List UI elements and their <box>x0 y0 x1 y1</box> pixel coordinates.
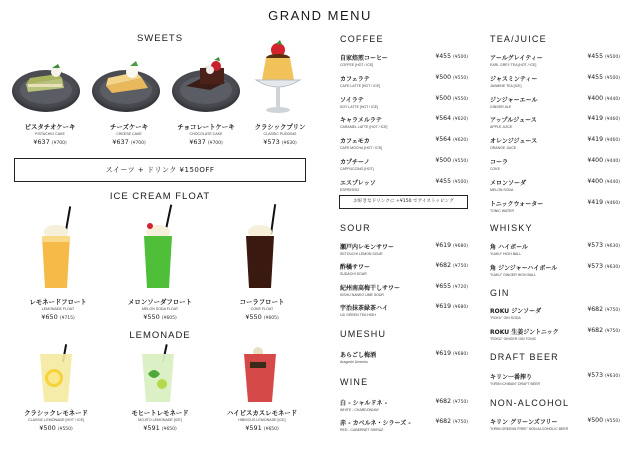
menu-item[interactable] <box>340 178 468 192</box>
item-name-en: WHITE - CHARDONNAY <box>340 408 380 412</box>
sour-heading: SOUR <box>340 223 371 233</box>
item-price: ¥455 (¥500) <box>587 73 620 81</box>
item-name: レモネードフロート <box>29 298 87 306</box>
item-name: チーズケーキ <box>109 123 149 131</box>
item-name: キリン グリーンズフリー <box>490 419 558 426</box>
item-name: キャラメルラテ <box>340 117 382 125</box>
item-name: 角 ジンジャーハイボール <box>490 265 558 272</box>
item-name-en: CHOCOLATE CAKE <box>189 132 223 136</box>
item-name-en: APPLE JUICE <box>490 125 513 130</box>
item-name-en: CLASSIC LEMONADE [HOT / ICE] <box>27 418 85 422</box>
item-name: ROKU ジンソーダ <box>490 308 542 315</box>
item-price: ¥682 (¥750) <box>435 262 468 270</box>
item-name-en: GINGER ALE <box>490 104 512 109</box>
item-name: カフェモカ <box>340 138 370 146</box>
menu-item[interactable] <box>340 418 468 432</box>
item-name-en: CLASSIC PUDDING <box>263 132 297 136</box>
item-price: ¥500 (¥550) <box>587 417 620 424</box>
item-name-en: COKE FLOAT <box>250 307 274 311</box>
item-name: コーラフロート <box>239 298 285 306</box>
menu-item[interactable] <box>340 283 468 297</box>
item-price: ¥682 (¥750) <box>435 418 468 425</box>
item-name-en: Aragoshi Umeshu <box>340 360 368 364</box>
classic-lemonade-image <box>36 344 78 406</box>
menu-item[interactable] <box>340 350 468 364</box>
item-name-en: EARL GREY TEA [HOT / ICE] <box>490 63 537 67</box>
item-name: 紀州南高梅干しサワー <box>340 284 401 292</box>
lemonade-item[interactable] <box>222 408 302 432</box>
item-price: ¥682 (¥750) <box>435 398 468 405</box>
lemonade-item[interactable] <box>120 408 200 432</box>
item-name-en: "ROKU" GIN SODA <box>490 316 521 320</box>
menu-item[interactable] <box>490 199 620 213</box>
item-name-en: ORANGE JUICE <box>490 146 517 151</box>
item-name-en: HIBISCUS LEMONADE [ICE] <box>238 418 286 422</box>
item-name-en: UJI GREEN TEA HIGH <box>340 313 376 318</box>
item-name-en: COFFEE [HOT / ICE] <box>340 63 374 67</box>
item-price: ¥637 (¥700) <box>189 138 223 146</box>
item-price: ¥591 (¥650) <box>245 424 279 432</box>
menu-item[interactable] <box>490 242 620 256</box>
menu-item[interactable] <box>490 115 620 129</box>
item-name-en: "KAKU" GINGER HIGH BALL <box>490 273 537 277</box>
item-price: ¥500 (¥550) <box>435 157 468 164</box>
lemonade-item[interactable] <box>16 408 96 432</box>
item-price: ¥550 (¥605) <box>143 313 177 321</box>
item-name-en: MOJITO LEMONADE [ICE] <box>138 418 182 422</box>
item-name-en: PISTACHIO CAKE <box>35 132 65 136</box>
item-price: ¥419 (¥460) <box>587 136 620 144</box>
item-name-en: ESPRESSO <box>340 187 360 192</box>
item-name-en: CARAMEL LATTE [HOT / ICE] <box>340 125 388 130</box>
float-item[interactable] <box>222 297 302 321</box>
item-name: モヒートレモネード <box>131 409 189 417</box>
item-name-en: "KIRIN ICHIBAN" DRAFT BEER <box>490 382 541 386</box>
melon-soda-float-image <box>138 204 182 292</box>
item-name: ソイラテ <box>340 96 364 104</box>
cheese-cake-image <box>102 60 154 94</box>
item-price: ¥619 (¥680) <box>435 242 468 249</box>
item-name: メロンソーダ <box>490 179 527 187</box>
item-name: チョコレートケーキ <box>177 123 235 131</box>
item-name-en: JASMINE TEA [ICE] <box>490 83 522 88</box>
menu-item[interactable] <box>340 398 468 412</box>
item-name-en: SOY LATTE [HOT / ICE] <box>340 104 378 109</box>
item-name-en: CAPPUCCINO [HOT] <box>340 167 374 171</box>
item-name: ジャスミンティー <box>490 75 538 83</box>
item-name-en: MELON SODA <box>490 187 514 192</box>
item-name-en: KISHU NANKO UME SOUR <box>340 292 384 297</box>
item-name: ピスタチオケーキ <box>24 123 76 131</box>
item-name: アップルジュース <box>490 117 537 125</box>
menu-item[interactable] <box>340 115 468 129</box>
item-price: ¥682 (¥750) <box>587 327 620 334</box>
item-name: キリン一番搾り <box>490 374 533 381</box>
item-price: ¥400 (¥440) <box>587 94 620 102</box>
item-name: アールグレイティー <box>490 55 543 62</box>
item-price: ¥573 (¥630) <box>587 242 620 249</box>
sweets-item[interactable] <box>89 122 169 146</box>
tea-juice-heading: TEA/JUICE <box>490 34 547 44</box>
item-price: ¥419 (¥460) <box>587 198 620 206</box>
menu-item[interactable] <box>340 242 468 256</box>
item-price: ¥564 (¥620) <box>435 136 468 144</box>
item-name-en: CHEESE CAKE <box>116 132 142 136</box>
hibiscus-lemonade-image <box>240 344 282 406</box>
float-item[interactable] <box>18 297 98 321</box>
float-heading: ICE CREAM FLOAT <box>109 191 211 202</box>
item-price: ¥573 (¥630) <box>587 372 620 379</box>
item-price: ¥573 (¥630) <box>263 138 297 146</box>
item-name: 瀬戸内レモンサワー <box>340 244 395 251</box>
item-name: ハイビスカスレモネード <box>226 409 298 417</box>
item-name: 赤 - カベルネ・シラーズ - <box>340 420 411 427</box>
wine-heading: WINE <box>340 377 369 387</box>
gin-heading: GIN <box>490 288 510 298</box>
item-name: オレンジジュース <box>490 138 538 146</box>
item-name: 酢橘サワー <box>340 264 371 272</box>
item-price: ¥682 (¥750) <box>587 306 620 313</box>
item-name: ジンジャーエール <box>490 96 538 104</box>
menu-item[interactable] <box>490 157 620 171</box>
coffee-heading: COFFEE <box>340 34 384 44</box>
ice-topping-note: お好きなドリンクに +¥150 でアイストッピング <box>339 195 468 209</box>
item-price: ¥650 (¥715) <box>41 313 75 321</box>
item-name-en: COKE <box>490 167 500 171</box>
menu-item[interactable] <box>340 95 468 109</box>
item-name: メロンソーダフロート <box>128 298 192 306</box>
item-name: カフェラテ <box>340 75 370 83</box>
chocolate-cake-image <box>180 56 234 94</box>
menu-item[interactable] <box>340 136 468 150</box>
sweets-drink-discount-banner: スイーツ + ドリンク ¥150OFF <box>14 158 306 182</box>
item-name: 角 ハイボール <box>490 244 528 251</box>
menu-item[interactable] <box>490 417 620 431</box>
item-price: ¥573 (¥630) <box>587 263 620 270</box>
item-name: あらごし梅酒 <box>340 352 377 359</box>
sweets-item[interactable] <box>166 122 246 146</box>
item-name-en: "ROKU" GINGER GIN TONIC <box>490 337 537 341</box>
item-price: ¥400 (¥440) <box>587 177 620 185</box>
item-price: ¥637 (¥700) <box>112 138 146 146</box>
float-item[interactable] <box>120 297 200 321</box>
item-name: カプチーノ <box>340 159 370 166</box>
menu-item[interactable] <box>340 303 468 317</box>
item-price: ¥455 (¥500) <box>435 53 468 60</box>
item-name: ROKU 生姜ジントニック <box>490 329 559 336</box>
item-name: 宇治抹茶緑茶ハイ <box>340 305 389 313</box>
draft-beer-heading: DRAFT BEER <box>490 352 559 362</box>
menu-item[interactable] <box>490 136 620 150</box>
menu-title: GRAND MENU <box>268 8 372 23</box>
item-name: トニックウォーター <box>490 200 544 208</box>
item-price: ¥500 (¥550) <box>435 94 468 102</box>
lemonade-heading: LEMONADE <box>129 330 191 341</box>
menu-item[interactable] <box>490 95 620 109</box>
item-price: ¥419 (¥460) <box>587 115 620 123</box>
item-price: ¥550 (¥605) <box>245 313 279 321</box>
item-name-en: "KAKU" HIGH BALL <box>490 252 522 256</box>
menu-item[interactable] <box>340 262 468 276</box>
menu-item[interactable] <box>490 263 620 277</box>
sweets-heading: SWEETS <box>136 33 184 44</box>
whisky-heading: WHISKY <box>490 223 533 233</box>
item-name-en: MELON SODA FLOAT <box>141 307 179 311</box>
non-alcohol-heading: NON-ALCOHOL <box>490 398 570 408</box>
item-name-en: CAFE LATTE [HOT / ICE] <box>340 83 380 88</box>
pistachio-cake-image <box>22 62 72 94</box>
menu-item[interactable] <box>490 327 620 341</box>
item-name: 白 - シャルドネ - <box>340 400 388 407</box>
menu-item[interactable] <box>490 306 620 320</box>
item-price: ¥619 (¥680) <box>435 303 468 311</box>
mojito-lemonade-image <box>138 344 180 406</box>
item-name: 自家焙煎コーヒー <box>340 55 388 62</box>
menu-item[interactable] <box>340 74 468 88</box>
menu-item[interactable] <box>340 53 468 67</box>
item-name-en: TONIC WATER <box>490 208 515 213</box>
sweets-item[interactable] <box>10 122 90 146</box>
item-name-en: CAFE MOCHA [HOT / ICE] <box>340 146 383 151</box>
pudding-glass-image <box>252 40 304 120</box>
item-name-en: RED - CABERNET SHIRAZ <box>340 428 384 432</box>
coke-float-image <box>240 204 284 292</box>
item-price: ¥455 (¥500) <box>435 177 468 185</box>
item-price: ¥500 (¥550) <box>435 73 468 81</box>
item-price: ¥564 (¥620) <box>435 115 468 123</box>
item-price: ¥591 (¥650) <box>143 424 177 432</box>
menu-item[interactable] <box>340 157 468 171</box>
item-name: クラシックレモネード <box>24 409 88 417</box>
menu-item[interactable] <box>490 372 620 386</box>
menu-item[interactable] <box>490 53 620 67</box>
item-name-en: LEMONADE FLOAT <box>41 307 75 311</box>
item-name-en: "KIRIN GREENS FREE" NON ALCOHOLIC BEER <box>490 427 569 431</box>
lemonade-float-image <box>36 206 80 292</box>
menu-item[interactable] <box>490 178 620 192</box>
item-price: ¥619 (¥680) <box>435 350 468 357</box>
item-price: ¥455 (¥500) <box>587 53 620 60</box>
umeshu-heading: UMESHU <box>340 329 387 339</box>
item-price: ¥400 (¥440) <box>587 157 620 164</box>
menu-item[interactable] <box>490 74 620 88</box>
item-name: コーラ <box>490 159 509 166</box>
item-name: エスプレッソ <box>340 179 376 187</box>
item-price: ¥655 (¥720) <box>435 282 468 290</box>
item-name-en: SUDACHI SOUR <box>340 272 367 277</box>
item-name: クラシックプリン <box>254 123 306 131</box>
item-name-en: SETOUCHI LEMON SOUR <box>340 252 383 256</box>
sweets-item[interactable] <box>240 122 320 146</box>
item-price: ¥637 (¥700) <box>33 138 67 146</box>
item-price: ¥500 (¥550) <box>39 424 73 432</box>
